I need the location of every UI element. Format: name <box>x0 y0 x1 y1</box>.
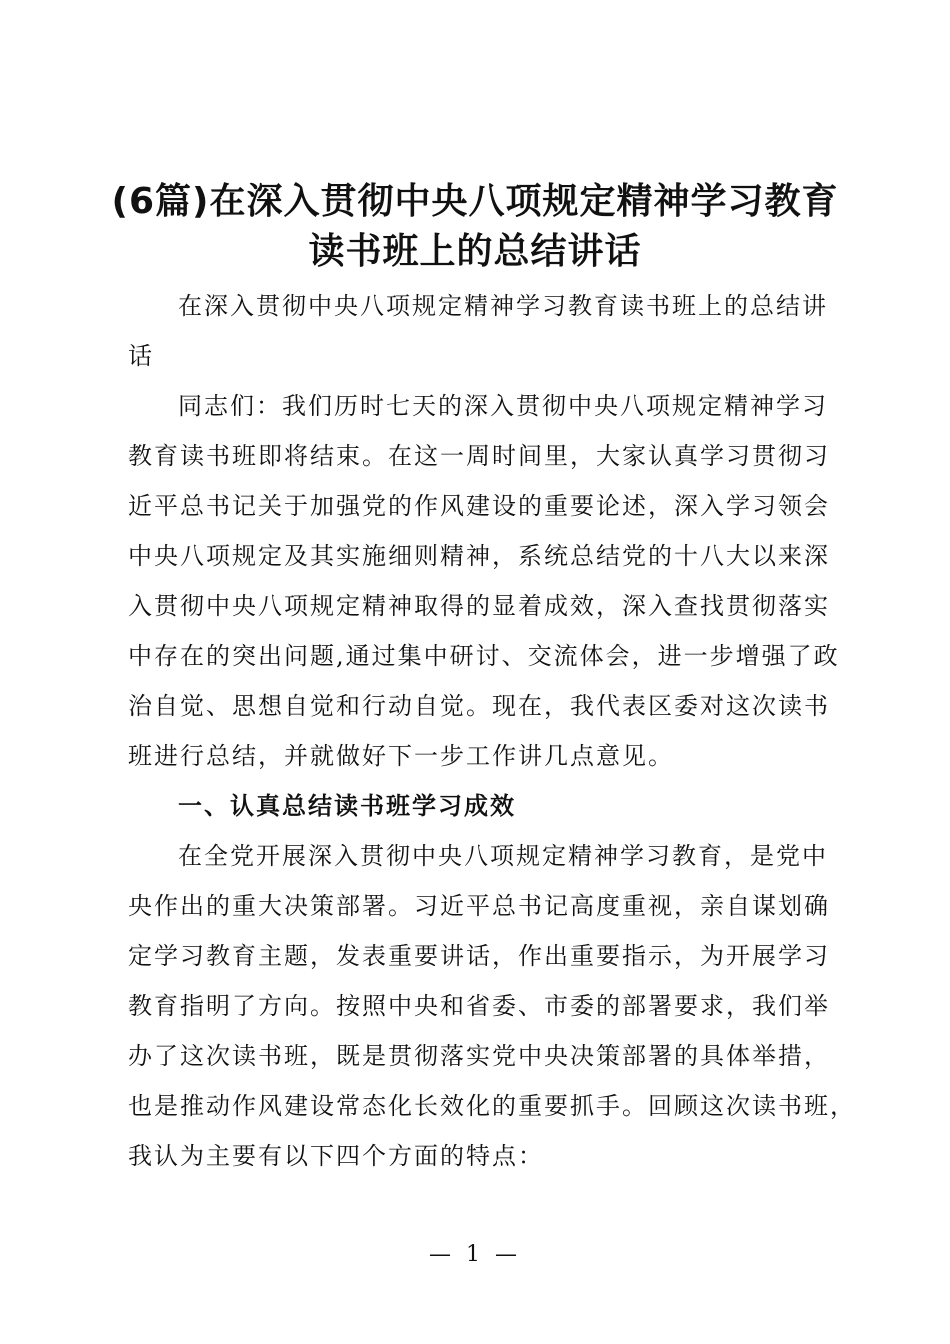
page-number: — 1 — <box>429 1242 521 1267</box>
paragraph-line: 在深入贯彻中央八项规定精神学习教育读书班上的总结讲 <box>178 292 828 320</box>
paragraph-line: 中央八项规定及其实施细则精神，系统总结党的十八大以来深 <box>128 542 830 570</box>
paragraph-line: 在全党开展深入贯彻中央八项规定精神学习教育，是党中 <box>178 842 828 870</box>
paragraph-line: 同志们：我们历时七天的深入贯彻中央八项规定精神学习 <box>178 392 828 420</box>
paragraph-line: 我认为主要有以下四个方面的特点： <box>128 1142 544 1170</box>
paragraph-line: 教育读书班即将结束。在这一周时间里，大家认真学习贯彻习 <box>128 442 830 470</box>
paragraph-line: 也是推动作风建设常态化长效化的重要抓手。回顾这次读书班， <box>128 1092 856 1120</box>
paragraph-line: 入贯彻中央八项规定精神取得的显着成效，深入查找贯彻落实 <box>128 592 830 620</box>
section-heading: 一、认真总结读书班学习成效 <box>178 792 516 820</box>
paragraph-line: 央作出的重大决策部署。习近平总书记高度重视，亲自谋划确 <box>128 892 830 920</box>
paragraph-line: 治自觉、思想自觉和行动自觉。现在，我代表区委对这次读书 <box>128 692 830 720</box>
document-title-line-1: (6篇)在深入贯彻中央八项规定精神学习教育 <box>111 181 839 222</box>
paragraph-line: 教育指明了方向。按照中央和省委、市委的部署要求，我们举 <box>128 992 830 1020</box>
document-title-line-2: 读书班上的总结讲话 <box>308 231 642 272</box>
paragraph-line: 近平总书记关于加强党的作风建设的重要论述，深入学习领会 <box>128 492 830 520</box>
paragraph-line: 中存在的突出问题,通过集中研讨、交流体会，进一步增强了政 <box>128 642 840 670</box>
paragraph-line: 定学习教育主题，发表重要讲话，作出重要指示，为开展学习 <box>128 942 830 970</box>
paragraph-line: 班进行总结，并就做好下一步工作讲几点意见。 <box>128 742 674 770</box>
paragraph-line: 办了这次读书班，既是贯彻落实党中央决策部署的具体举措， <box>128 1042 830 1070</box>
paragraph-line: 话 <box>128 342 154 370</box>
